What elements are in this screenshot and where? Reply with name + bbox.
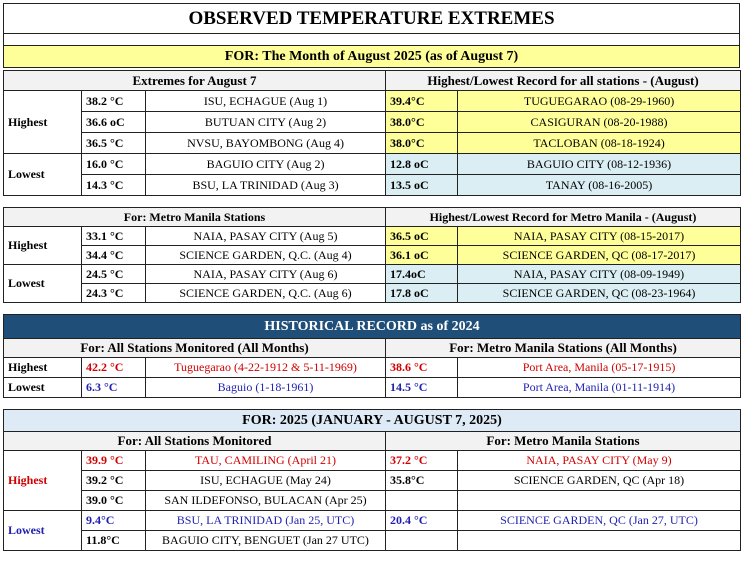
s4-h1-temp: 39.2 °C xyxy=(82,471,146,491)
s2-l0-temp: 24.5 °C xyxy=(82,265,146,284)
august-extremes-table xyxy=(3,70,740,196)
s3-highest-label: Highest xyxy=(4,358,82,378)
s2-l0-rec-station: NAIA, PASAY CITY (08-09-1949) xyxy=(458,265,741,284)
s1-h1-rec-station: CASIGURAN (08-20-1988) xyxy=(458,112,741,133)
s4-h1-station: ISU, ECHAGUE (May 24) xyxy=(146,471,386,491)
s1-h1-station: BUTUAN CITY (Aug 2) xyxy=(146,112,386,133)
s1-highest-label: Highest xyxy=(4,91,82,154)
s1-left-header: Extremes for August 7 xyxy=(4,71,386,91)
s2-l0-station: NAIA, PASAY CITY (Aug 6) xyxy=(146,265,386,284)
s4-left-header: For: All Stations Monitored xyxy=(4,432,386,451)
s4-h0-mm-station: NAIA, PASAY CITY (May 9) xyxy=(458,451,741,471)
s4-l0-mm-temp: 20.4 °C xyxy=(386,511,458,531)
s3-mm-highest-temp: 38.6 °C xyxy=(386,358,458,378)
s4-h1-mm-station: SCIENCE GARDEN, QC (Apr 18) xyxy=(458,471,741,491)
s1-h0-rec-station: TUGUEGARAO (08-29-1960) xyxy=(458,91,741,112)
month-header: FOR: The Month of August 2025 (as of August 7) xyxy=(4,46,740,68)
s1-l1-rec-station: TANAY (08-16-2005) xyxy=(458,175,741,196)
s2-l1-rec-temp: 17.8 oC xyxy=(386,284,458,303)
s1-h2-rec-temp: 38.0°C xyxy=(386,133,458,154)
page-title: OBSERVED TEMPERATURE EXTREMES xyxy=(4,4,740,34)
s4-l0-mm-station: SCIENCE GARDEN, QC (Jan 27, UTC) xyxy=(458,511,741,531)
s1-l1-temp: 14.3 °C xyxy=(82,175,146,196)
s2-h1-rec-station: SCIENCE GARDEN, QC (08-17-2017) xyxy=(458,246,741,265)
s4-h0-temp: 39.9 °C xyxy=(82,451,146,471)
s1-h0-station: ISU, ECHAGUE (Aug 1) xyxy=(146,91,386,112)
s1-h0-temp: 38.2 °C xyxy=(82,91,146,112)
s1-h1-temp: 36.6 oC xyxy=(82,112,146,133)
s4-h2-station: SAN ILDEFONSO, BULACAN (Apr 25) xyxy=(146,491,386,511)
s3-header: HISTORICAL RECORD as of 2024 xyxy=(4,315,741,339)
s3-lowest-temp: 6.3 °C xyxy=(82,378,146,398)
s2-h1-station: SCIENCE GARDEN, Q.C. (Aug 4) xyxy=(146,246,386,265)
s3-mm-lowest-temp: 14.5 °C xyxy=(386,378,458,398)
s4-right-header: For: Metro Manila Stations xyxy=(386,432,741,451)
s4-header: FOR: 2025 (JANUARY - AUGUST 7, 2025) xyxy=(4,410,741,432)
s3-mm-highest-station: Port Area, Manila (05-17-1915) xyxy=(458,358,741,378)
s1-l1-rec-temp: 13.5 oC xyxy=(386,175,458,196)
year-2025-table xyxy=(3,409,740,551)
s2-h1-rec-temp: 36.1 oC xyxy=(386,246,458,265)
s2-left-header: For: Metro Manila Stations xyxy=(4,208,386,227)
s1-l0-rec-station: BAGUIO CITY (08-12-1936) xyxy=(458,154,741,175)
s1-l1-station: BSU, LA TRINIDAD (Aug 3) xyxy=(146,175,386,196)
s4-highest-label: Highest xyxy=(4,451,82,511)
s2-h0-rec-temp: 36.5 oC xyxy=(386,227,458,246)
s3-lowest-label: Lowest xyxy=(4,378,82,398)
s1-h1-rec-temp: 38.0°C xyxy=(386,112,458,133)
s4-l1-mm-temp xyxy=(386,531,458,551)
s3-highest-temp: 42.2 °C xyxy=(82,358,146,378)
s3-right-header: For: Metro Manila Stations (All Months) xyxy=(386,339,741,358)
s2-l0-rec-temp: 17.4oC xyxy=(386,265,458,284)
spacer-row xyxy=(4,34,740,46)
s1-l0-temp: 16.0 °C xyxy=(82,154,146,175)
s2-h0-temp: 33.1 °C xyxy=(82,227,146,246)
s1-h2-rec-station: TACLOBAN (08-18-1924) xyxy=(458,133,741,154)
s3-left-header: For: All Stations Monitored (All Months) xyxy=(4,339,386,358)
s2-l1-temp: 24.3 °C xyxy=(82,284,146,303)
s2-l1-rec-station: SCIENCE GARDEN, QC (08-23-1964) xyxy=(458,284,741,303)
s4-l0-station: BSU, LA TRINIDAD (Jan 25, UTC) xyxy=(146,511,386,531)
s1-h2-temp: 36.5 °C xyxy=(82,133,146,154)
s1-h0-rec-temp: 39.4°C xyxy=(386,91,458,112)
s2-h1-temp: 34.4 °C xyxy=(82,246,146,265)
s4-h0-mm-temp: 37.2 °C xyxy=(386,451,458,471)
s1-right-header: Highest/Lowest Record for all stations - (August) xyxy=(386,71,741,91)
s1-lowest-label: Lowest xyxy=(4,154,82,196)
s3-lowest-station: Baguio (1-18-1961) xyxy=(146,378,386,398)
s2-h0-station: NAIA, PASAY CITY (Aug 5) xyxy=(146,227,386,246)
s1-h2-station: NVSU, BAYOMBONG (Aug 4) xyxy=(146,133,386,154)
title-block xyxy=(3,3,740,68)
metro-manila-table xyxy=(3,207,740,303)
s1-l0-rec-temp: 12.8 oC xyxy=(386,154,458,175)
s3-mm-lowest-station: Port Area, Manila (01-11-1914) xyxy=(458,378,741,398)
s4-l1-temp: 11.8°C xyxy=(82,531,146,551)
s4-h2-mm-temp xyxy=(386,491,458,511)
s4-h2-temp: 39.0 °C xyxy=(82,491,146,511)
s3-highest-station: Tuguegarao (4-22-1912 & 5-11-1969) xyxy=(146,358,386,378)
s4-h1-mm-temp: 35.8°C xyxy=(386,471,458,491)
s4-h2-mm-station xyxy=(458,491,741,511)
s4-h0-station: TAU, CAMILING (April 21) xyxy=(146,451,386,471)
historical-record-table xyxy=(3,314,740,398)
s4-l0-temp: 9.4°C xyxy=(82,511,146,531)
s1-l0-station: BAGUIO CITY (Aug 2) xyxy=(146,154,386,175)
s2-lowest-label: Lowest xyxy=(4,265,82,303)
s2-h0-rec-station: NAIA, PASAY CITY (08-15-2017) xyxy=(458,227,741,246)
s4-lowest-label: Lowest xyxy=(4,511,82,551)
s2-l1-station: SCIENCE GARDEN, Q.C. (Aug 6) xyxy=(146,284,386,303)
s4-l1-mm-station xyxy=(458,531,741,551)
s2-right-header: Highest/Lowest Record for Metro Manila - (August) xyxy=(386,208,741,227)
s2-highest-label: Highest xyxy=(4,227,82,265)
s4-l1-station: BAGUIO CITY, BENGUET (Jan 27 UTC) xyxy=(146,531,386,551)
